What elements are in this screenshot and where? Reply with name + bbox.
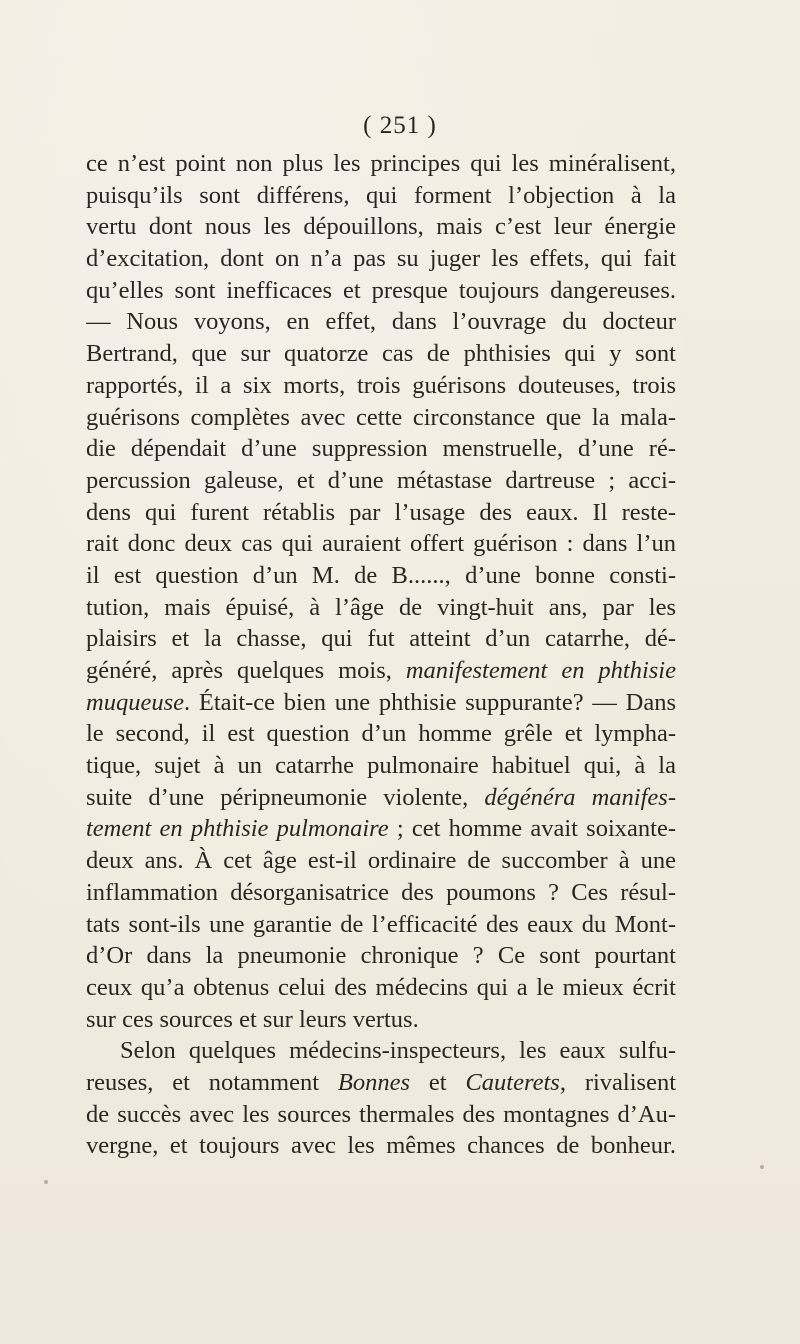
text-segment: d’excitation, dont on n’a pas su juger les effets, qui fait: [86, 245, 676, 273]
text-line: [86, 782, 676, 814]
italic-text: tement en phthisie pulmonaire: [86, 815, 389, 843]
text-line: [86, 1130, 676, 1162]
text-line: [86, 560, 676, 592]
text-line: [86, 497, 676, 529]
text-segment: ceux qu’a obtenus celui des médecins qui a le mieux écrit: [86, 973, 676, 1001]
text-line: [86, 592, 676, 624]
text-segment: Selon quelques médecins-inspecteurs, les eaux sulfu-: [120, 1037, 676, 1065]
paper-speck: [760, 1165, 764, 1169]
text-segment: deux ans. À cet âge est-il ordinaire de succomber à une: [86, 847, 676, 875]
text-line: [86, 306, 676, 338]
text-segment: plaisirs et la chasse, qui fut atteint d’un catarrhe, dé-: [86, 625, 676, 653]
text-segment: . Était-ce bien une phthisie suppurante? — Dans: [183, 688, 676, 716]
text-line: [86, 813, 676, 845]
text-segment: ; cet homme avait soixante-: [388, 815, 676, 843]
text-line: [86, 623, 676, 655]
text-line: [86, 243, 676, 275]
text-segment: d’Or dans la pneumonie chronique ? Ce sont pourtant: [86, 942, 676, 970]
text-line: [86, 275, 676, 307]
text-segment: suite d’une péripneumonie violente,: [86, 783, 485, 811]
text-segment: guérisons complètes avec cette circonstance que la mala-: [86, 403, 676, 431]
text-line: [86, 718, 676, 750]
text-line: [86, 402, 676, 434]
italic-text: manifestement en phthisie: [405, 657, 676, 684]
text-line: [86, 180, 676, 212]
text-segment: , rivalisent: [559, 1068, 676, 1096]
text-segment: percussion galeuse, et d’une métastase dartreuse ; acci-: [86, 466, 676, 494]
text-segment: rapportés, il a six morts, trois guérisons douteuses, trois: [86, 371, 676, 399]
text-line: [86, 1067, 676, 1099]
paper-speck: [44, 1180, 48, 1184]
text-segment: le second, il est question d’un homme grêle et lympha-: [86, 720, 676, 748]
text-line: [86, 972, 676, 1004]
text-segment: vergne, et toujours avec les mêmes chances de bonheur.: [86, 1132, 676, 1160]
text-segment: ce n’est point non plus les principes qui les minéralisent,: [86, 150, 676, 177]
text-line: [86, 877, 676, 909]
italic-text: Cauterets: [465, 1068, 560, 1096]
text-segment: puisqu’ils sont différens, qui forment l’objection à la: [86, 181, 676, 209]
text-segment: sur ces sources et sur leurs vertus.: [86, 1005, 419, 1033]
text-line: [86, 655, 676, 687]
text-line: [86, 909, 676, 941]
text-segment: tique, sujet à un catarrhe pulmonaire habituel qui, à la: [86, 752, 676, 780]
text-line: [86, 1004, 676, 1036]
italic-text: muqueuse: [86, 688, 184, 716]
text-line: [86, 370, 676, 402]
text-segment: vertu dont nous les dépouillons, mais c’est leur énergie: [86, 213, 676, 241]
text-segment: inflammation désorganisatrice des poumons ? Ces résul-: [86, 878, 676, 906]
text-line: [86, 750, 676, 782]
text-line: [86, 528, 676, 560]
text-segment: tution, mais épuisé, à l’âge de vingt-huit ans, par les: [86, 593, 676, 621]
text-segment: et: [410, 1068, 466, 1096]
text-segment: il est question d’un M. de B......, d’une bonne consti-: [86, 561, 676, 589]
page-number: ( 251 ): [363, 112, 437, 139]
text-line: [86, 338, 676, 370]
text-segment: die dépendait d’une suppression menstruelle, d’une ré-: [86, 435, 676, 463]
text-line: [86, 211, 676, 243]
text-segment: de succès avec les sources thermales des montagnes d’Au-: [86, 1100, 676, 1128]
text-line: [86, 1035, 676, 1067]
text-segment: rait donc deux cas qui auraient offert guérison : dans l’un: [86, 530, 676, 558]
text-line: [86, 148, 676, 180]
text-line: [86, 687, 676, 719]
italic-text: Bonnes: [337, 1068, 411, 1096]
text-segment: — Nous voyons, en effet, dans l’ouvrage du docteur: [86, 308, 676, 336]
text-line: [86, 465, 676, 497]
text-segment: Bertrand, que sur quatorze cas de phthisies qui y sont: [86, 340, 676, 368]
body-text: [86, 148, 676, 1162]
text-line: [86, 433, 676, 465]
italic-text: dégénéra manifes-: [484, 783, 676, 811]
text-line: [86, 1099, 676, 1131]
text-line: [86, 845, 676, 877]
text-segment: généré, après quelques mois,: [86, 657, 406, 684]
text-segment: reuses, et notamment: [86, 1068, 338, 1096]
text-segment: qu’elles sont inefficaces et presque toujours dangereuses.: [86, 276, 676, 304]
text-line: [86, 940, 676, 972]
text-segment: dens qui furent rétablis par l’usage des eaux. Il reste-: [86, 498, 676, 526]
text-segment: tats sont-ils une garantie de l’efficacité des eaux du Mont-: [86, 910, 676, 938]
